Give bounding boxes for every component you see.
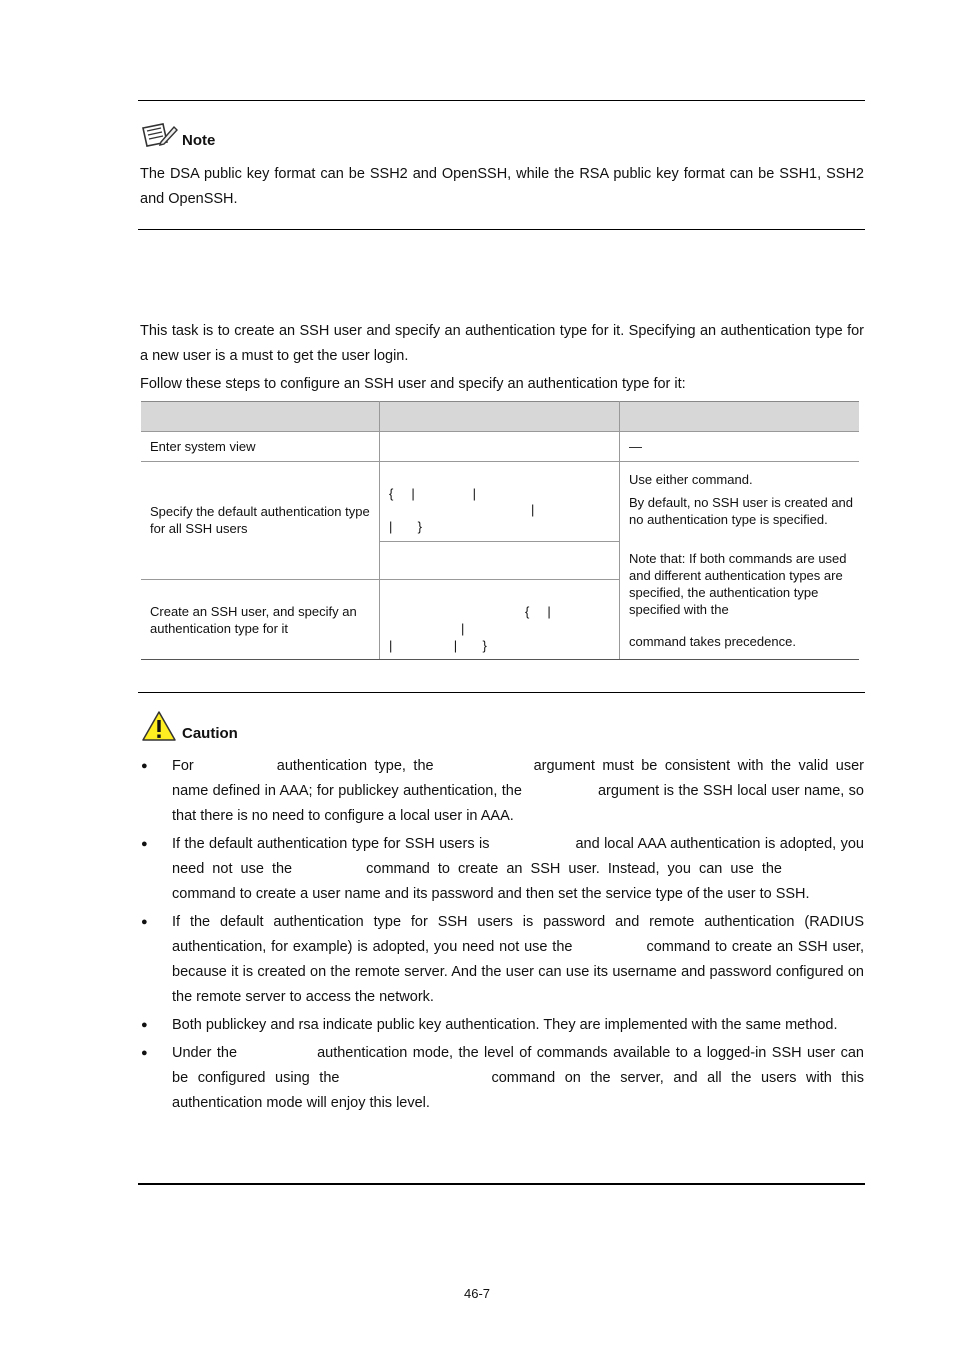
bullet-icon: ● bbox=[141, 1019, 148, 1031]
list-item bbox=[140, 1041, 864, 1116]
caution-text: and local AAA authentication is adopted, you need not use the bbox=[172, 836, 864, 877]
list-item bbox=[140, 910, 864, 1010]
caution-icon bbox=[141, 710, 177, 742]
caution-text: command on the server, and all the users with this authentication mode will enjoy this level. bbox=[172, 1070, 864, 1111]
table-header bbox=[141, 401, 859, 432]
table-cell: Create an SSH user, and specify an authentication type for it bbox=[150, 604, 357, 636]
table-cell: Specify the default authentication type for all SSH users bbox=[150, 504, 370, 536]
bullet-icon: ● bbox=[141, 838, 148, 850]
steps-intro: Follow these steps to configure an SSH user and specify an authentication type for it: bbox=[140, 376, 686, 392]
bullet-icon: ● bbox=[141, 916, 148, 928]
table-cell: | } bbox=[389, 519, 423, 534]
caution-text: If the default authentication type for SSH users is password and remote authentication (RADIUS authentication, for example) is adopted, you need not use the bbox=[172, 914, 864, 955]
caution-text: Under the bbox=[172, 1045, 238, 1061]
note-icon bbox=[141, 122, 179, 150]
note-bottom-rule bbox=[138, 229, 865, 230]
table-bottom-rule bbox=[141, 659, 859, 660]
config-table bbox=[141, 401, 859, 661]
note-top-rule bbox=[138, 100, 865, 101]
table-remark: command takes precedence. bbox=[629, 634, 796, 649]
caution-text: authentication type, the bbox=[276, 758, 434, 774]
table-divider bbox=[379, 401, 380, 659]
table-cell: Enter system view bbox=[150, 439, 256, 454]
caution-label: Caution bbox=[182, 725, 238, 742]
page-number: 46-7 bbox=[463, 1286, 491, 1301]
table-divider bbox=[141, 431, 859, 432]
caution-list bbox=[140, 754, 864, 1119]
list-item bbox=[140, 832, 864, 907]
caution-text: command to create an SSH user, because it is created on the remote server. And the user can use its username and password configured on the remote server to access the network. bbox=[172, 939, 864, 1005]
note-text: The DSA public key format can be SSH2 and OpenSSH, while the RSA public key format can be SSH1, SSH2 and OpenSSH. bbox=[140, 166, 864, 207]
table-cell: | | } bbox=[389, 638, 487, 653]
caution-text: If the default authentication type for SSH users is bbox=[172, 836, 490, 852]
table-cell: { | bbox=[525, 604, 551, 619]
table-remark: Note that: If both commands are used and different authentication types are specified, the authentication type specified with the bbox=[629, 551, 847, 617]
caution-text: authentication mode, the level of commands available to a logged-in SSH user can be configured using the bbox=[172, 1045, 864, 1086]
bullet-icon: ● bbox=[141, 760, 148, 772]
table-remark: By default, no SSH user is created and no authentication type is specified. bbox=[629, 495, 854, 527]
bullet-icon: ● bbox=[141, 1047, 148, 1059]
note-label: Note bbox=[182, 132, 216, 149]
table-cell: | bbox=[531, 502, 535, 517]
table-cell: | bbox=[461, 621, 465, 636]
caution-bottom-rule bbox=[138, 1183, 865, 1185]
intro-paragraph: This task is to create an SSH user and specify an authentication type for it. Specifying an authentication type for a new user is a must to get the user login. bbox=[140, 323, 864, 364]
caution-text: command to create a user name and its password and then set the service type of the user to SSH. bbox=[172, 886, 810, 902]
caution-text: Both publickey and rsa indicate public key authentication. They are implemented with the same method. bbox=[172, 1017, 838, 1033]
table-divider bbox=[141, 461, 859, 462]
table-divider bbox=[141, 579, 619, 580]
table-cell: — bbox=[629, 439, 642, 454]
caution-text: argument is the SSH local user name, so that there is no need to configure a local user in AAA. bbox=[172, 783, 864, 824]
list-item bbox=[140, 754, 864, 829]
table-divider bbox=[379, 541, 619, 542]
table-cell: { | | bbox=[389, 486, 476, 501]
caution-text: command to create an SSH user. Instead, you can use the bbox=[366, 861, 782, 877]
caution-text: For bbox=[172, 758, 194, 774]
caution-text: argument must be consistent with the valid user name defined in AAA; for publickey authentication, the bbox=[172, 758, 864, 799]
list-item bbox=[140, 1013, 864, 1038]
table-remark: Use either command. bbox=[629, 472, 753, 487]
table-divider bbox=[619, 401, 620, 659]
caution-top-rule bbox=[138, 692, 865, 693]
